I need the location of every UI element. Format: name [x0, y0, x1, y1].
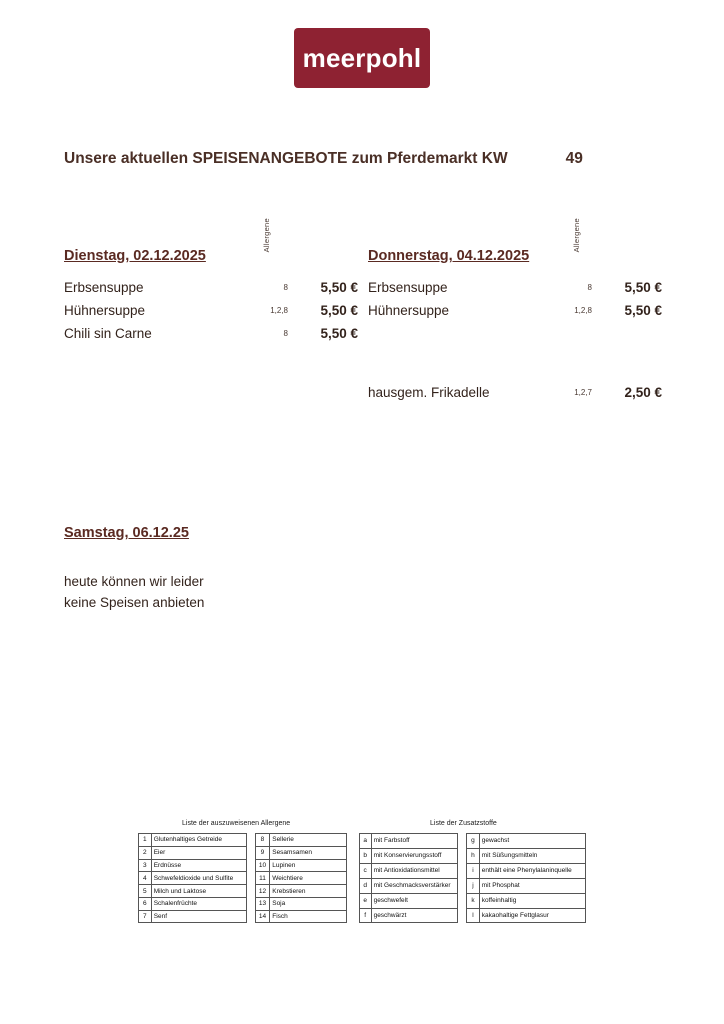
- table-row: [255, 834, 346, 847]
- table-row: [139, 859, 247, 872]
- table-row: [467, 848, 586, 863]
- legend-tables: [138, 833, 586, 923]
- saturday-note-line-2: keine Speisen anbieten: [64, 595, 205, 610]
- legend-heading-allergene: Liste der auszuweisenen Allergene: [182, 820, 291, 827]
- dish-name: Erbsensuppe: [368, 280, 448, 295]
- legend-text: Krebstieren: [270, 885, 346, 898]
- legend-text: Schwefeldioxide und Sulfite: [151, 872, 246, 885]
- table-row: [467, 834, 586, 849]
- legend-text: Senf: [151, 910, 246, 923]
- legend-text: enthält eine Phenylalaninquelle: [479, 863, 585, 878]
- dish-price: 5,50 €: [320, 326, 358, 341]
- legend-text: mit Farbstoff: [371, 834, 458, 849]
- table-row: [359, 834, 457, 849]
- dish-allergens: 1,2,7: [574, 388, 592, 397]
- legend-text: Schalenfrüchte: [151, 897, 246, 910]
- table-row: [255, 846, 346, 859]
- table-row: [255, 872, 346, 885]
- dish-price: 5,50 €: [624, 280, 662, 295]
- table-row: [359, 878, 457, 893]
- legend-no: 13: [255, 897, 270, 910]
- legend-text: mit Phosphat: [479, 878, 585, 893]
- allergene-column-label-right: Allergene: [572, 218, 581, 253]
- dish-price: 2,50 €: [624, 385, 662, 400]
- table-row: [255, 910, 346, 923]
- table-row: [139, 897, 247, 910]
- legend-text: mit Süßungsmitteln: [479, 848, 585, 863]
- saturday-note-line-1: heute können wir leider: [64, 574, 204, 589]
- table-row: [255, 885, 346, 898]
- table-row: [359, 863, 457, 878]
- table-row: [255, 897, 346, 910]
- legend-text: geschwefelt: [371, 893, 458, 908]
- table-row: [359, 908, 457, 923]
- calendar-week-number: 49: [565, 150, 583, 167]
- dish-row: [368, 381, 668, 404]
- legend-no: 8: [255, 834, 270, 847]
- dish-row: [64, 322, 364, 345]
- legend-text: Glutenhaltiges Getreide: [151, 834, 246, 847]
- legend-heading-zusatzstoffe: Liste der Zusatzstoffe: [430, 820, 497, 827]
- legend-no: a: [359, 834, 371, 849]
- legend-text: koffeinhaltig: [479, 893, 585, 908]
- legend-no: k: [467, 893, 480, 908]
- page-title-text: Unsere aktuellen SPEISENANGEBOTE zum Pferdemarkt KW: [64, 150, 508, 167]
- dish-name: Erbsensuppe: [64, 280, 144, 295]
- allergene-column-label-left: Allergene: [262, 218, 271, 253]
- table-row: [139, 846, 247, 859]
- legend-no: 9: [255, 846, 270, 859]
- table-row: [359, 848, 457, 863]
- legend-no: 12: [255, 885, 270, 898]
- dish-allergens: 1,2,8: [270, 306, 288, 315]
- table-row: [467, 908, 586, 923]
- legend-no: d: [359, 878, 371, 893]
- table-row: [139, 872, 247, 885]
- legend-no: 3: [139, 859, 152, 872]
- legend-text: Sesamsamen: [270, 846, 346, 859]
- brand-logo: [294, 28, 430, 88]
- day-title-saturday: Samstag, 06.12.25: [64, 525, 189, 541]
- legend-no: e: [359, 893, 371, 908]
- legend-no: h: [467, 848, 480, 863]
- legend-section: [138, 820, 586, 923]
- dish-allergens: 8: [587, 283, 592, 292]
- legend-no: f: [359, 908, 371, 923]
- legend-text: Sellerie: [270, 834, 346, 847]
- dish-price: 5,50 €: [320, 303, 358, 318]
- legend-text: Eier: [151, 846, 246, 859]
- legend-no: g: [467, 834, 480, 849]
- legend-no: 4: [139, 872, 152, 885]
- dish-name: Hühnersuppe: [64, 303, 146, 318]
- legend-no: 5: [139, 885, 152, 898]
- dish-allergens: 1,2,8: [574, 306, 592, 315]
- legend-no: 14: [255, 910, 270, 923]
- table-row: [359, 893, 457, 908]
- dish-allergens: 8: [283, 283, 288, 292]
- legend-text: Milch und Laktose: [151, 885, 246, 898]
- dish-allergens: 8: [283, 329, 288, 338]
- legend-table-allergene-2: [255, 833, 347, 923]
- dish-row: [64, 276, 364, 299]
- table-row: [255, 859, 346, 872]
- day-title-thursday: Donnerstag, 04.12.2025: [368, 248, 530, 264]
- legend-text: mit Antioxidationsmittel: [371, 863, 458, 878]
- page-title: [64, 150, 583, 168]
- legend-text: geschwärzt: [371, 908, 458, 923]
- legend-no: 2: [139, 846, 152, 859]
- legend-no: i: [467, 863, 480, 878]
- legend-text: Fisch: [270, 910, 346, 923]
- dish-name: Hühnersuppe: [368, 303, 450, 318]
- dish-row: [368, 299, 668, 322]
- legend-text: mit Geschmacksverstärker: [371, 878, 458, 893]
- legend-text: gewachst: [479, 834, 585, 849]
- dish-row: [64, 299, 364, 322]
- dish-row: [368, 276, 668, 299]
- legend-no: 1: [139, 834, 152, 847]
- brand-logo-text: meerpohl: [302, 42, 422, 73]
- table-row: [139, 834, 247, 847]
- legend-no: j: [467, 878, 480, 893]
- legend-headings: [138, 820, 586, 833]
- day-column-tuesday: [64, 248, 364, 345]
- dish-price: 5,50 €: [320, 280, 358, 295]
- table-row: [467, 863, 586, 878]
- table-row: [139, 910, 247, 923]
- legend-table-zusatzstoffe-2: [466, 833, 586, 923]
- legend-no: b: [359, 848, 371, 863]
- table-row: [139, 885, 247, 898]
- legend-text: Soja: [270, 897, 346, 910]
- legend-table-zusatzstoffe-1: [359, 833, 458, 923]
- legend-text: Erdnüsse: [151, 859, 246, 872]
- legend-text: Lupinen: [270, 859, 346, 872]
- legend-no: 7: [139, 910, 152, 923]
- legend-no: c: [359, 863, 371, 878]
- legend-no: 6: [139, 897, 152, 910]
- dish-name: Chili sin Carne: [64, 326, 152, 341]
- table-row: [467, 878, 586, 893]
- dish-price: 5,50 €: [624, 303, 662, 318]
- day-column-thursday: [368, 248, 668, 404]
- legend-text: mit Konservierungsstoff: [371, 848, 458, 863]
- legend-table-allergene-1: [138, 833, 247, 923]
- legend-text: kakaohaltige Fettglasur: [479, 908, 585, 923]
- legend-no: 10: [255, 859, 270, 872]
- legend-no: 11: [255, 872, 270, 885]
- day-column-saturday: [64, 525, 404, 613]
- table-row: [467, 893, 586, 908]
- legend-no: l: [467, 908, 480, 923]
- dish-name: hausgem. Frikadelle: [368, 385, 490, 400]
- day-title-tuesday: Dienstag, 02.12.2025: [64, 248, 206, 264]
- legend-text: Weichtiere: [270, 872, 346, 885]
